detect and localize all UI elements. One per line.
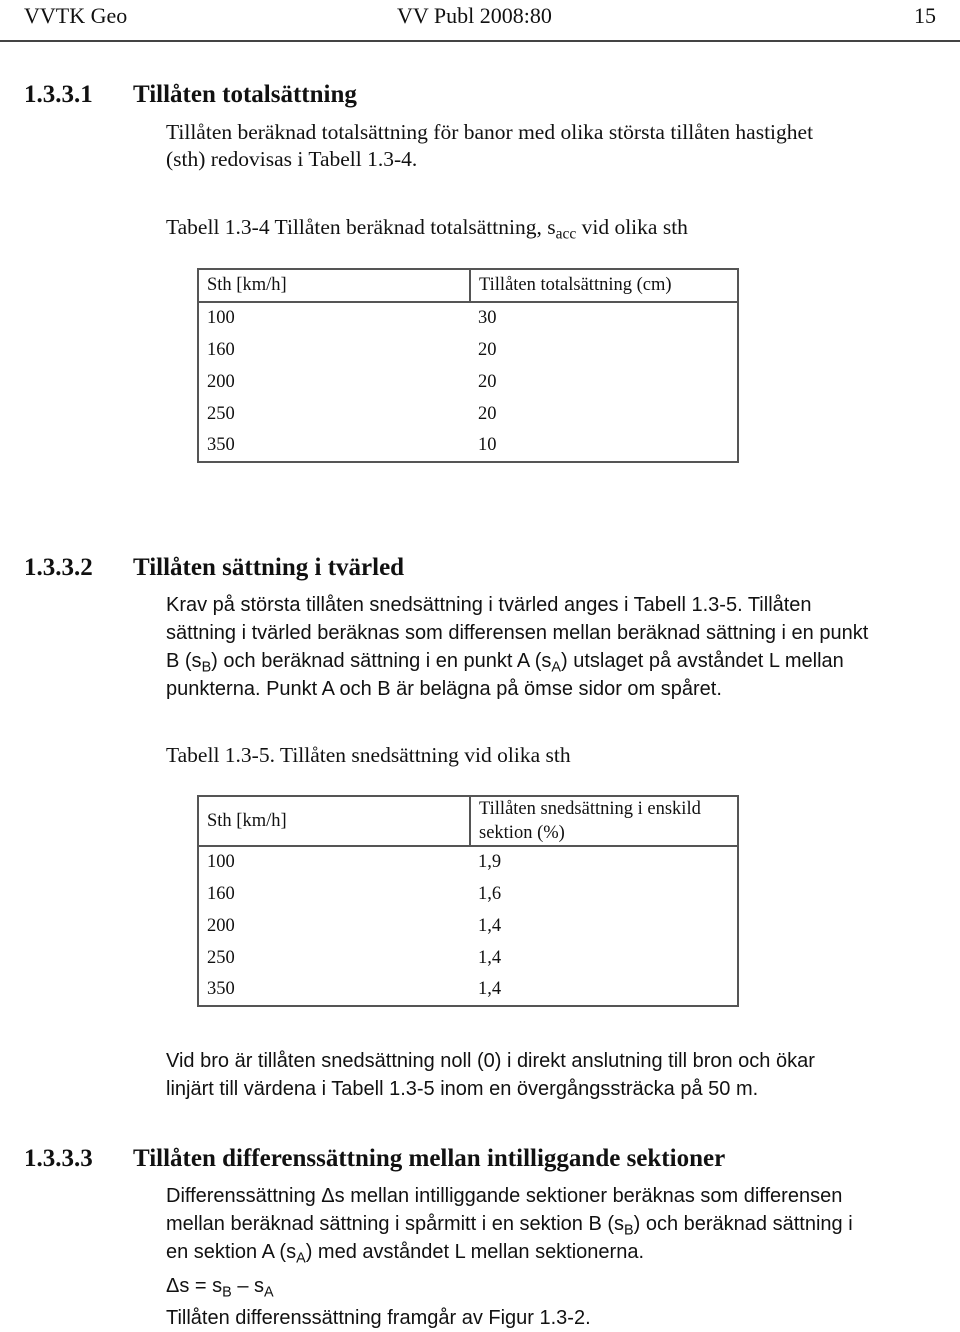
table-cell: 1,6 — [478, 883, 502, 904]
table-cell: 1,4 — [478, 979, 502, 999]
table-cell: 100 — [207, 308, 235, 328]
s3-paragraph-line-1: Differenssättning Δs mellan intilliggande sektioner beräknas som differensen — [166, 1185, 843, 1207]
table-caption-2: Tabell 1.3-5. Tillåten snedsättning vid olika sth — [166, 743, 571, 767]
header-left: VVTK Geo — [24, 3, 128, 28]
table-cant-settlement — [197, 795, 739, 1007]
s3-formula: $\Delta s = s_B - s_A$ — [166, 1275, 274, 1301]
table-cell: 30 — [478, 308, 497, 328]
table-cell: 20 — [478, 371, 497, 392]
table-header-row — [198, 796, 738, 846]
s3-closing-line: Tillåten differenssättning framgår av Figur 1.3-2. — [166, 1307, 591, 1329]
table-cell: 250 — [207, 403, 235, 424]
table-cell: 1,4 — [478, 947, 502, 968]
table-cell: 160 — [207, 883, 235, 904]
table-cell: 20 — [478, 403, 497, 424]
table-cell: 350 — [207, 435, 235, 455]
table-row — [198, 942, 738, 974]
s2-paragraph-line-2: sättning i tvärled beräknas som differensen mellan beräknad sättning i en punkt — [166, 622, 869, 644]
section-number-2: 1.3.3.2 — [24, 554, 93, 581]
table-cell: 10 — [478, 435, 497, 455]
table-cell: 20 — [478, 339, 497, 360]
table-header-cell: Sth [km/h] — [198, 269, 470, 302]
table-total-settlement — [197, 268, 739, 463]
s2-after-line-1: Vid bro är tillåten snedsättning noll (0) i direkt anslutning till bron och ökar — [166, 1050, 815, 1072]
page-number: 15 — [914, 3, 936, 28]
table-row — [198, 846, 738, 878]
s2-paragraph-line-3: B $(s_B)$ och beräknad sättning i en punkt A $(s_A)$ utslaget på avståndet L mellan — [166, 650, 844, 676]
table-cell: 1,9 — [478, 852, 502, 872]
s3-paragraph-line-2: mellan beräknad sättning i spårmitt i en sektion B $(s_B)$ och beräknad sättning i — [166, 1213, 853, 1239]
table-cell: 350 — [207, 979, 235, 999]
table-header-cell: Tillåten totalsättning (cm) — [470, 269, 738, 302]
table-cell: 1,4 — [478, 915, 502, 936]
table-header-cell: Sth [km/h] — [198, 796, 470, 846]
table-row — [198, 334, 738, 366]
table-row — [198, 974, 738, 1006]
header-rule — [0, 40, 960, 42]
table-header-row — [198, 269, 738, 302]
table-cell: 250 — [207, 947, 235, 968]
s2-paragraph-line-4: punkterna. Punkt A och B är belägna på ömse sidor om spåret. — [166, 678, 722, 700]
s1-paragraph-line-2: (sth) redovisas i Tabell 1.3-4. — [166, 147, 418, 171]
table-cell: 160 — [207, 339, 235, 360]
table-header-cell: Tillåten snedsättning i enskild sektion (%) — [470, 796, 738, 846]
section-number-1: 1.3.3.1 — [24, 81, 93, 108]
s1-paragraph-line-1: Tillåten beräknad totalsättning för banor med olika största tillåten hastighet — [166, 120, 814, 144]
s3-paragraph-line-3: en sektion A $(s_A)$ med avståndet L mellan sektionerna. — [166, 1241, 645, 1267]
table-row — [198, 302, 738, 334]
table-cell: 200 — [207, 915, 235, 936]
header-center: VV Publ 2008:80 — [397, 3, 552, 28]
section-title-3: Tillåten differenssättning mellan intilliggande sektioner — [133, 1145, 726, 1172]
table-row — [198, 430, 738, 462]
section-title-2: Tillåten sättning i tvärled — [133, 554, 405, 581]
table-cell: 200 — [207, 371, 235, 392]
table-row — [198, 910, 738, 942]
s2-after-line-2: linjärt till värdena i Tabell 1.3-5 inom en övergångssträcka på 50 m. — [166, 1078, 759, 1100]
section-title-1: Tillåten totalsättning — [133, 81, 357, 108]
table-row — [198, 878, 738, 910]
table-caption-1: Tabell 1.3-4 Tillåten beräknad totalsättning, $s_{acc}$ vid olika sth — [166, 215, 688, 243]
section-number-3: 1.3.3.3 — [24, 1145, 93, 1172]
table-row — [198, 398, 738, 430]
table-row — [198, 366, 738, 398]
s2-paragraph-line-1: Krav på största tillåten snedsättning i tvärled anges i Tabell 1.3-5. Tillåten — [166, 594, 812, 616]
table-cell: 100 — [207, 852, 235, 872]
